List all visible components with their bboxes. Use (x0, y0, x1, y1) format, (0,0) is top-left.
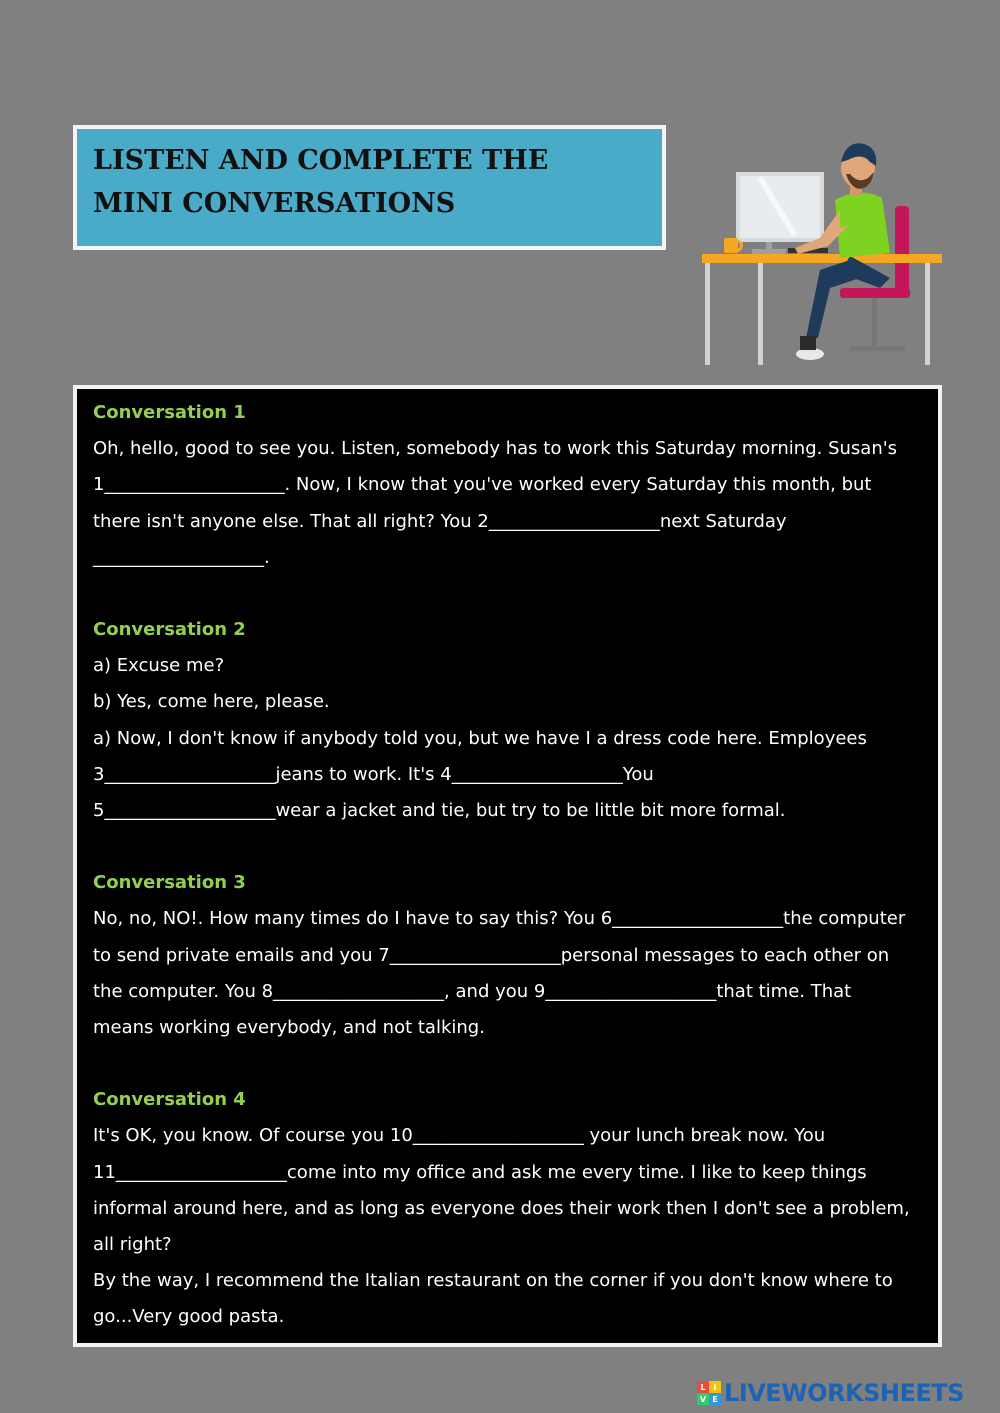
conversation-line: 1____________________. Now, I know that you've worked every Saturday this month, but (93, 474, 872, 496)
conversation-heading: Conversation 4 (93, 1089, 246, 1111)
conversation-1 (93, 395, 923, 576)
conversation-line: the computer. You 8___________________, and you 9___________________that time. That (93, 980, 852, 1002)
conversation-line: By the way, I recommend the Italian restaurant on the corner if you don't know where to (93, 1270, 893, 1292)
badge-letter: L (697, 1381, 709, 1393)
conversation-line: It's OK, you know. Of course you 10___________________ your lunch break now. You (93, 1125, 826, 1147)
conversation-line: a) Excuse me? (93, 655, 225, 677)
conversation-3 (93, 865, 923, 1046)
conversation-line: b) Yes, come here, please. (93, 691, 330, 713)
logo-text: LIVEWORKSHEETS (724, 1379, 964, 1407)
conversation-line: go...Very good pasta. (93, 1306, 285, 1328)
spacer (93, 1046, 923, 1082)
spacer (93, 829, 923, 865)
conversation-2 (93, 612, 923, 829)
conversation-line: to send private emails and you 7___________________personal messages to each other on (93, 944, 890, 966)
conversation-line: Oh, hello, good to see you. Listen, somebody has to work this Saturday morning. Susan's (93, 438, 898, 460)
badge-letter: V (697, 1393, 709, 1405)
title-banner (73, 125, 666, 250)
conversations-panel (73, 385, 942, 1347)
man-at-computer-desk-icon (700, 138, 945, 370)
conversation-heading: Conversation 1 (93, 402, 246, 423)
conversation-line: all right? (93, 1234, 172, 1256)
conversation-line: there isn't anyone else. That all right? You 2___________________next Saturday (93, 510, 787, 532)
conversation-line: 3___________________jeans to work. It's 4___________________You (93, 763, 654, 785)
logo-badge-icon (697, 1381, 721, 1405)
conversation-line: 5___________________wear a jacket and tie, but try to be little bit more formal. (93, 800, 786, 822)
conversation-line: 11___________________come into my office and ask me every time. I like to keep things (93, 1161, 867, 1183)
spacer (93, 576, 923, 612)
conversation-line: No, no, NO!. How many times do I have to say this? You 6___________________the computer (93, 908, 906, 930)
badge-letter: I (709, 1381, 721, 1393)
badge-letter: E (709, 1393, 721, 1405)
conversation-4 (93, 1082, 923, 1335)
conversation-line: means working everybody, and not talking. (93, 1017, 485, 1039)
conversation-line: ___________________. (93, 546, 270, 568)
conversation-heading: Conversation 3 (93, 872, 246, 894)
conversation-line: a) Now, I don't know if anybody told you, but we have I a dress code here. Employees (93, 727, 867, 749)
conversation-heading: Conversation 2 (93, 619, 246, 641)
page-title: LISTEN AND COMPLETE THE MINI CONVERSATIONS (93, 145, 549, 219)
conversation-line: informal around here, and as long as everyone does their work then I don't see a problem, (93, 1197, 910, 1219)
liveworksheets-logo[interactable] (697, 1376, 964, 1410)
